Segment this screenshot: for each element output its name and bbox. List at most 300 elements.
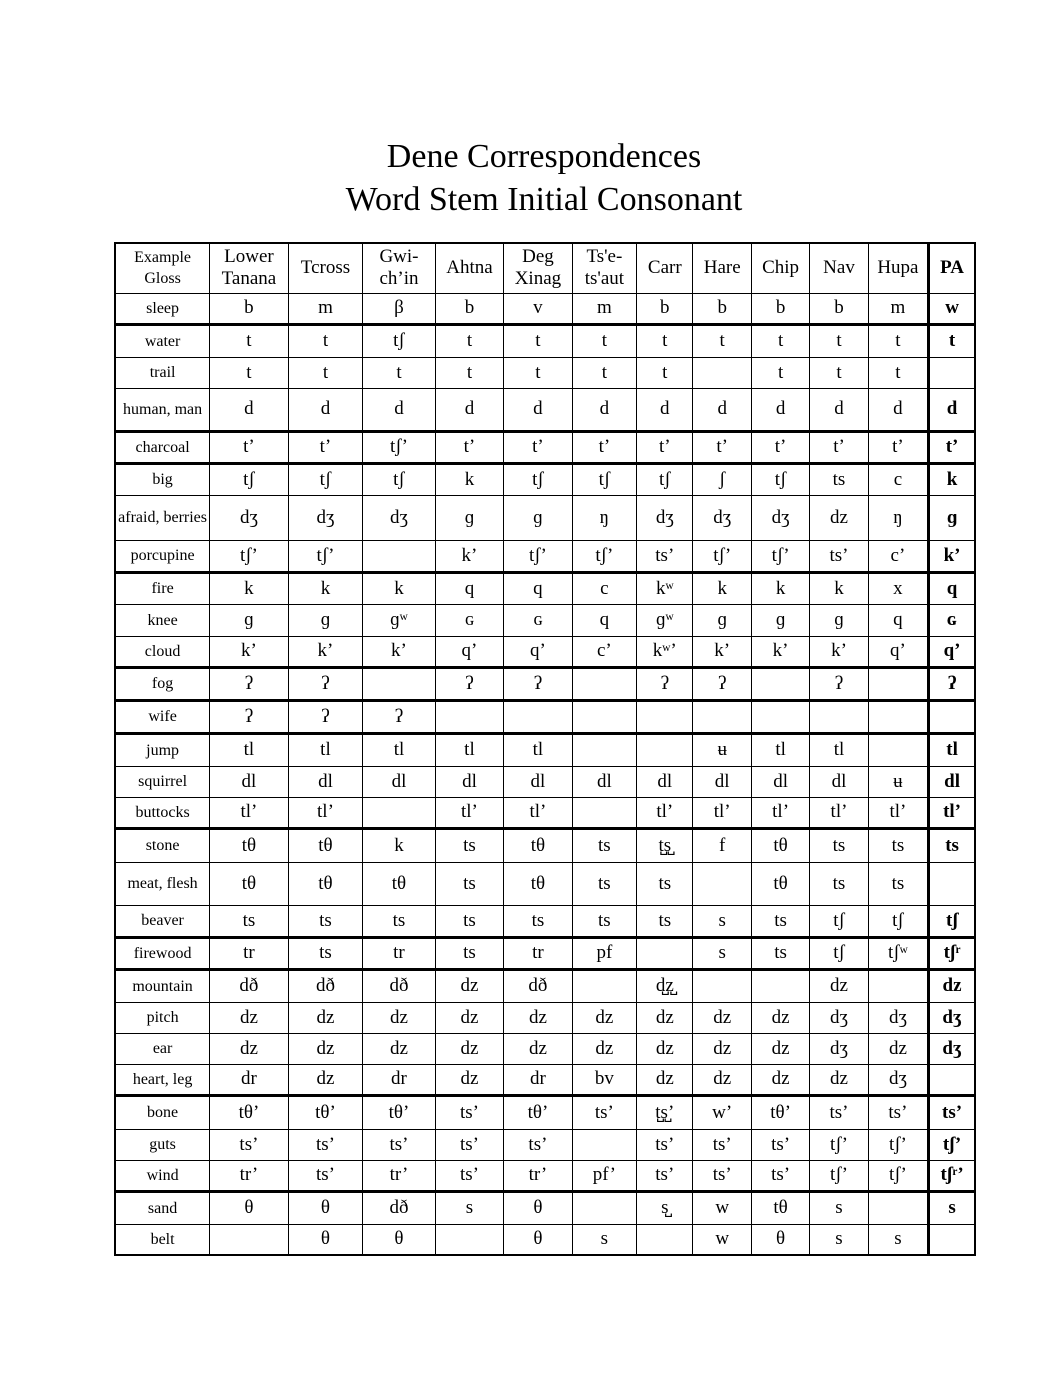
reflex-cell: tr (504, 937, 572, 969)
reflex-cell: dð (210, 969, 289, 1002)
reflex-cell: dz (693, 1033, 751, 1064)
reflex-cell: v (504, 293, 572, 324)
table-row (115, 572, 975, 604)
reflex-cell: tʃ’ (504, 540, 572, 572)
reflex-cell: d (637, 388, 693, 431)
gloss-cell: big (115, 463, 210, 495)
gloss-cell: fire (115, 572, 210, 604)
reflex-cell: t’ (810, 431, 868, 463)
column-header: Hupa (868, 243, 928, 293)
reflex-cell: dʒ (363, 495, 436, 540)
reflex-cell: s (868, 1224, 928, 1255)
reflex-cell: tθ’ (288, 1095, 363, 1129)
reflex-cell: s (435, 1191, 503, 1224)
reflex-cell: ts (435, 828, 503, 862)
reflex-cell: ʔ (288, 667, 363, 700)
reflex-cell: ɡʷ (637, 604, 693, 636)
proto-cell: k’ (929, 540, 975, 572)
reflex-cell: tʃ (363, 463, 436, 495)
reflex-cell: t’ (693, 431, 751, 463)
reflex-cell: c’ (868, 540, 928, 572)
reflex-cell: t’ (210, 431, 289, 463)
correspondence-table (114, 242, 976, 1256)
reflex-cell: t’ (288, 431, 363, 463)
reflex-cell (435, 1224, 503, 1255)
reflex-cell: pf’ (572, 1160, 636, 1191)
reflex-cell: d (288, 388, 363, 431)
table-row (115, 636, 975, 667)
reflex-cell: t (210, 324, 289, 357)
reflex-cell (363, 797, 436, 828)
reflex-cell: ts (868, 862, 928, 905)
header-row (115, 243, 975, 293)
reflex-cell: tʃ’ (693, 540, 751, 572)
reflex-cell: ts (751, 937, 809, 969)
reflex-cell: ts’ (637, 1129, 693, 1160)
column-header: Ahtna (435, 243, 503, 293)
proto-cell: tʃʳ’ (929, 1160, 975, 1191)
reflex-cell: dz (210, 1002, 289, 1033)
reflex-cell: dz (751, 1033, 809, 1064)
table-row (115, 937, 975, 969)
reflex-cell: dr (504, 1064, 572, 1095)
reflex-cell: ts (210, 905, 289, 937)
reflex-cell (637, 733, 693, 766)
reflex-cell: ɡ (210, 604, 289, 636)
reflex-cell: ts (288, 905, 363, 937)
reflex-cell: ts (810, 828, 868, 862)
reflex-cell: t (637, 357, 693, 388)
reflex-cell: ts’ (637, 1160, 693, 1191)
title-line-1: Dene Correspondences (386, 138, 702, 175)
reflex-cell: d (751, 388, 809, 431)
table-row (115, 1191, 975, 1224)
table-row (115, 797, 975, 828)
reflex-cell: ts (637, 905, 693, 937)
proto-cell: ɡ (929, 495, 975, 540)
reflex-cell: k’ (288, 636, 363, 667)
reflex-cell: tl (435, 733, 503, 766)
reflex-cell: dʒ (868, 1064, 928, 1095)
reflex-cell: tθ (504, 862, 572, 905)
reflex-cell: ʔ (210, 667, 289, 700)
reflex-cell (504, 700, 572, 733)
reflex-cell: kʷ (637, 572, 693, 604)
reflex-cell: q (868, 604, 928, 636)
table-row (115, 700, 975, 733)
reflex-cell: t (288, 324, 363, 357)
reflex-cell: ts’ (810, 540, 868, 572)
reflex-cell: ʔ (210, 700, 289, 733)
reflex-cell: tl (504, 733, 572, 766)
table-row (115, 324, 975, 357)
reflex-cell: tθ (751, 862, 809, 905)
reflex-cell: k (693, 572, 751, 604)
reflex-cell: ts’ (288, 1160, 363, 1191)
reflex-cell: ʉ (868, 766, 928, 797)
reflex-cell: kʷ’ (637, 636, 693, 667)
reflex-cell: dz (504, 1002, 572, 1033)
proto-cell: d (929, 388, 975, 431)
reflex-cell: ts (810, 862, 868, 905)
reflex-cell: tʃ (810, 905, 868, 937)
reflex-cell (751, 700, 809, 733)
reflex-cell: tʃ’ (751, 540, 809, 572)
reflex-cell: ʔ (363, 700, 436, 733)
reflex-cell: tl’ (637, 797, 693, 828)
reflex-cell (693, 357, 751, 388)
gloss-cell: afraid, berries (115, 495, 210, 540)
proto-cell: t (929, 324, 975, 357)
reflex-cell: ts’ (435, 1095, 503, 1129)
reflex-cell: dl (810, 766, 868, 797)
reflex-cell: b (637, 293, 693, 324)
reflex-cell: dl (363, 766, 436, 797)
reflex-cell: dl (751, 766, 809, 797)
reflex-cell (435, 700, 503, 733)
reflex-cell: tl (751, 733, 809, 766)
proto-cell: t’ (929, 431, 975, 463)
gloss-cell: wife (115, 700, 210, 733)
column-header: Tcross (288, 243, 363, 293)
column-header: Chip (751, 243, 809, 293)
reflex-cell: tl’ (504, 797, 572, 828)
reflex-cell: ts’ (693, 1160, 751, 1191)
reflex-cell: dz (693, 1064, 751, 1095)
proto-cell: tʃ’ (929, 1129, 975, 1160)
reflex-cell: tθ’ (363, 1095, 436, 1129)
reflex-cell: q (504, 572, 572, 604)
reflex-cell: t (572, 324, 636, 357)
reflex-cell (363, 540, 436, 572)
proto-cell: q’ (929, 636, 975, 667)
reflex-cell: dʒ (810, 1033, 868, 1064)
reflex-cell (637, 1224, 693, 1255)
reflex-cell: d (572, 388, 636, 431)
reflex-cell: ts (572, 905, 636, 937)
reflex-cell: tl (363, 733, 436, 766)
reflex-cell: k (210, 572, 289, 604)
reflex-cell: θ (210, 1191, 289, 1224)
reflex-cell: tθ (210, 828, 289, 862)
reflex-cell: tʃ (868, 905, 928, 937)
reflex-cell: dð (363, 1191, 436, 1224)
reflex-cell: ts (572, 828, 636, 862)
gloss-cell: bone (115, 1095, 210, 1129)
table-row (115, 766, 975, 797)
reflex-cell: s (693, 937, 751, 969)
gloss-cell: buttocks (115, 797, 210, 828)
table-row (115, 1129, 975, 1160)
reflex-cell: m (868, 293, 928, 324)
proto-cell (929, 357, 975, 388)
reflex-cell: tθ (363, 862, 436, 905)
gloss-cell: meat, flesh (115, 862, 210, 905)
gloss-cell: charcoal (115, 431, 210, 463)
reflex-cell: dz (435, 969, 503, 1002)
reflex-cell: ɡ (751, 604, 809, 636)
table-row (115, 969, 975, 1002)
reflex-cell: ts (751, 905, 809, 937)
reflex-cell: w (693, 1224, 751, 1255)
reflex-cell (572, 667, 636, 700)
table-row (115, 667, 975, 700)
reflex-cell (572, 700, 636, 733)
reflex-cell: tθ (504, 828, 572, 862)
reflex-cell (572, 969, 636, 1002)
reflex-cell: tʃ (810, 937, 868, 969)
reflex-cell: ɡ (693, 604, 751, 636)
reflex-cell: t’ (751, 431, 809, 463)
reflex-cell: t (363, 357, 436, 388)
reflex-cell: dl (637, 766, 693, 797)
reflex-cell: tʃ’ (810, 1129, 868, 1160)
reflex-cell: dz (435, 1002, 503, 1033)
reflex-cell: ts’ (637, 540, 693, 572)
proto-cell (929, 700, 975, 733)
reflex-cell: s (572, 1224, 636, 1255)
gloss-cell: porcupine (115, 540, 210, 572)
reflex-cell: k (288, 572, 363, 604)
proto-cell: dʒ (929, 1002, 975, 1033)
reflex-cell: θ (751, 1224, 809, 1255)
reflex-cell: tl’ (810, 797, 868, 828)
reflex-cell: dz (810, 495, 868, 540)
reflex-cell: tl’ (693, 797, 751, 828)
reflex-cell: ɢ (504, 604, 572, 636)
gloss-cell: trail (115, 357, 210, 388)
reflex-cell: t (810, 324, 868, 357)
reflex-cell: ɢ (435, 604, 503, 636)
reflex-cell: tʃ’ (868, 1129, 928, 1160)
reflex-cell: dz (810, 969, 868, 1002)
reflex-cell: tʃ’ (868, 1160, 928, 1191)
gloss-cell: beaver (115, 905, 210, 937)
proto-cell: dz (929, 969, 975, 1002)
proto-cell: tl (929, 733, 975, 766)
reflex-cell: tl’ (288, 797, 363, 828)
reflex-cell: d̺z̺ (637, 969, 693, 1002)
reflex-cell: t’ (572, 431, 636, 463)
reflex-cell: ɡʷ (363, 604, 436, 636)
reflex-cell (868, 733, 928, 766)
table-row (115, 1160, 975, 1191)
reflex-cell (210, 1224, 289, 1255)
reflex-cell: ts’ (693, 1129, 751, 1160)
reflex-cell: ŋ (572, 495, 636, 540)
reflex-cell: k’ (751, 636, 809, 667)
gloss-cell: pitch (115, 1002, 210, 1033)
reflex-cell: dz (751, 1002, 809, 1033)
reflex-cell: dz (868, 1033, 928, 1064)
reflex-cell: ts (435, 905, 503, 937)
reflex-cell: dʒ (693, 495, 751, 540)
reflex-cell: t (288, 357, 363, 388)
reflex-cell: dl (288, 766, 363, 797)
proto-cell: ʔ (929, 667, 975, 700)
reflex-cell: tʃ (572, 463, 636, 495)
reflex-cell: dl (693, 766, 751, 797)
reflex-cell: b (210, 293, 289, 324)
reflex-cell: ŋ (868, 495, 928, 540)
reflex-cell: ts (637, 862, 693, 905)
reflex-cell: dz (288, 1033, 363, 1064)
table-row (115, 357, 975, 388)
reflex-cell: k (751, 572, 809, 604)
reflex-cell: θ (504, 1224, 572, 1255)
column-header: Carr (637, 243, 693, 293)
reflex-cell (868, 1191, 928, 1224)
reflex-cell: c’ (572, 636, 636, 667)
table-row (115, 1064, 975, 1095)
reflex-cell: t’ (504, 431, 572, 463)
reflex-cell: c (572, 572, 636, 604)
reflex-cell: ts’ (868, 1095, 928, 1129)
reflex-cell (751, 969, 809, 1002)
reflex-cell: tθ’ (751, 1095, 809, 1129)
reflex-cell: tʃ (210, 463, 289, 495)
proto-cell: w (929, 293, 975, 324)
proto-cell: k (929, 463, 975, 495)
reflex-cell: tl’ (435, 797, 503, 828)
reflex-cell: k’ (210, 636, 289, 667)
reflex-cell (572, 733, 636, 766)
title-line-2: Word Stem Initial Consonant (345, 181, 743, 218)
gloss-cell: guts (115, 1129, 210, 1160)
reflex-cell: tθ (288, 828, 363, 862)
gloss-cell: firewood (115, 937, 210, 969)
reflex-cell: d (504, 388, 572, 431)
table-row (115, 604, 975, 636)
table-row (115, 862, 975, 905)
column-header: Lower Tanana (210, 243, 289, 293)
reflex-cell: t (868, 324, 928, 357)
reflex-cell: dʒ (868, 1002, 928, 1033)
reflex-cell (868, 969, 928, 1002)
reflex-cell: t (435, 357, 503, 388)
reflex-cell: b (693, 293, 751, 324)
reflex-cell: ts’ (363, 1129, 436, 1160)
reflex-cell: tθ’ (504, 1095, 572, 1129)
table-row (115, 828, 975, 862)
reflex-cell: dl (435, 766, 503, 797)
reflex-cell: tl (810, 733, 868, 766)
reflex-cell: q’ (435, 636, 503, 667)
reflex-cell: tθ (210, 862, 289, 905)
reflex-cell (868, 667, 928, 700)
gloss-cell: knee (115, 604, 210, 636)
gloss-cell: sand (115, 1191, 210, 1224)
reflex-cell: ɡ (435, 495, 503, 540)
reflex-cell: ts (435, 937, 503, 969)
reflex-cell: dð (504, 969, 572, 1002)
proto-cell (929, 1064, 975, 1095)
reflex-cell (693, 700, 751, 733)
reflex-cell: θ (504, 1191, 572, 1224)
reflex-cell: x (868, 572, 928, 604)
reflex-cell: t (693, 324, 751, 357)
reflex-cell: dz (637, 1033, 693, 1064)
reflex-cell (693, 862, 751, 905)
reflex-cell: c (868, 463, 928, 495)
gloss-cell: water (115, 324, 210, 357)
reflex-cell: ts (810, 463, 868, 495)
reflex-cell: dz (210, 1033, 289, 1064)
reflex-cell: t̺s̺’ (637, 1095, 693, 1129)
reflex-cell: ts’ (504, 1129, 572, 1160)
proto-cell: tʃ (929, 905, 975, 937)
table-row (115, 1002, 975, 1033)
table-row (115, 1095, 975, 1129)
reflex-cell: d (363, 388, 436, 431)
reflex-cell: ʔ (288, 700, 363, 733)
reflex-cell (693, 969, 751, 1002)
reflex-cell: tʃ (637, 463, 693, 495)
reflex-cell: tl’ (751, 797, 809, 828)
reflex-cell: s̺ (637, 1191, 693, 1224)
proto-cell (929, 1224, 975, 1255)
proto-cell: q (929, 572, 975, 604)
proto-cell: dʒ (929, 1033, 975, 1064)
reflex-cell: k (363, 828, 436, 862)
reflex-cell: tθ (751, 828, 809, 862)
reflex-cell: d (810, 388, 868, 431)
reflex-cell: w (693, 1191, 751, 1224)
reflex-cell: b (435, 293, 503, 324)
reflex-cell: t (504, 357, 572, 388)
reflex-cell: s (810, 1224, 868, 1255)
reflex-cell: dl (210, 766, 289, 797)
reflex-cell: dz (572, 1002, 636, 1033)
reflex-cell: d (435, 388, 503, 431)
reflex-cell: tl (288, 733, 363, 766)
reflex-cell: dz (363, 1033, 436, 1064)
column-header: Deg Xinag (504, 243, 572, 293)
gloss-cell: mountain (115, 969, 210, 1002)
reflex-cell: dz (572, 1033, 636, 1064)
reflex-cell: b (751, 293, 809, 324)
reflex-cell: tl’ (868, 797, 928, 828)
reflex-cell: tʃ (751, 463, 809, 495)
reflex-cell: q’ (504, 636, 572, 667)
reflex-cell: tʃʷ (868, 937, 928, 969)
reflex-cell: d (868, 388, 928, 431)
proto-cell: ts’ (929, 1095, 975, 1129)
reflex-cell: dr (210, 1064, 289, 1095)
reflex-cell: k’ (693, 636, 751, 667)
table-row (115, 495, 975, 540)
reflex-cell: θ (288, 1191, 363, 1224)
reflex-cell: dz (504, 1033, 572, 1064)
reflex-cell: tl’ (210, 797, 289, 828)
reflex-cell: ts (504, 905, 572, 937)
table-row (115, 463, 975, 495)
reflex-cell: tʃ (363, 324, 436, 357)
gloss-cell: belt (115, 1224, 210, 1255)
reflex-cell: q (435, 572, 503, 604)
reflex-cell: t (810, 357, 868, 388)
reflex-cell: ts’ (435, 1129, 503, 1160)
reflex-cell: tr’ (363, 1160, 436, 1191)
reflex-cell: ʔ (504, 667, 572, 700)
table-row (115, 431, 975, 463)
reflex-cell: tʃ’ (363, 431, 436, 463)
proto-cell: ts (929, 828, 975, 862)
reflex-cell: dl (572, 766, 636, 797)
reflex-cell: s (693, 905, 751, 937)
reflex-cell: dʒ (751, 495, 809, 540)
reflex-cell: d (693, 388, 751, 431)
